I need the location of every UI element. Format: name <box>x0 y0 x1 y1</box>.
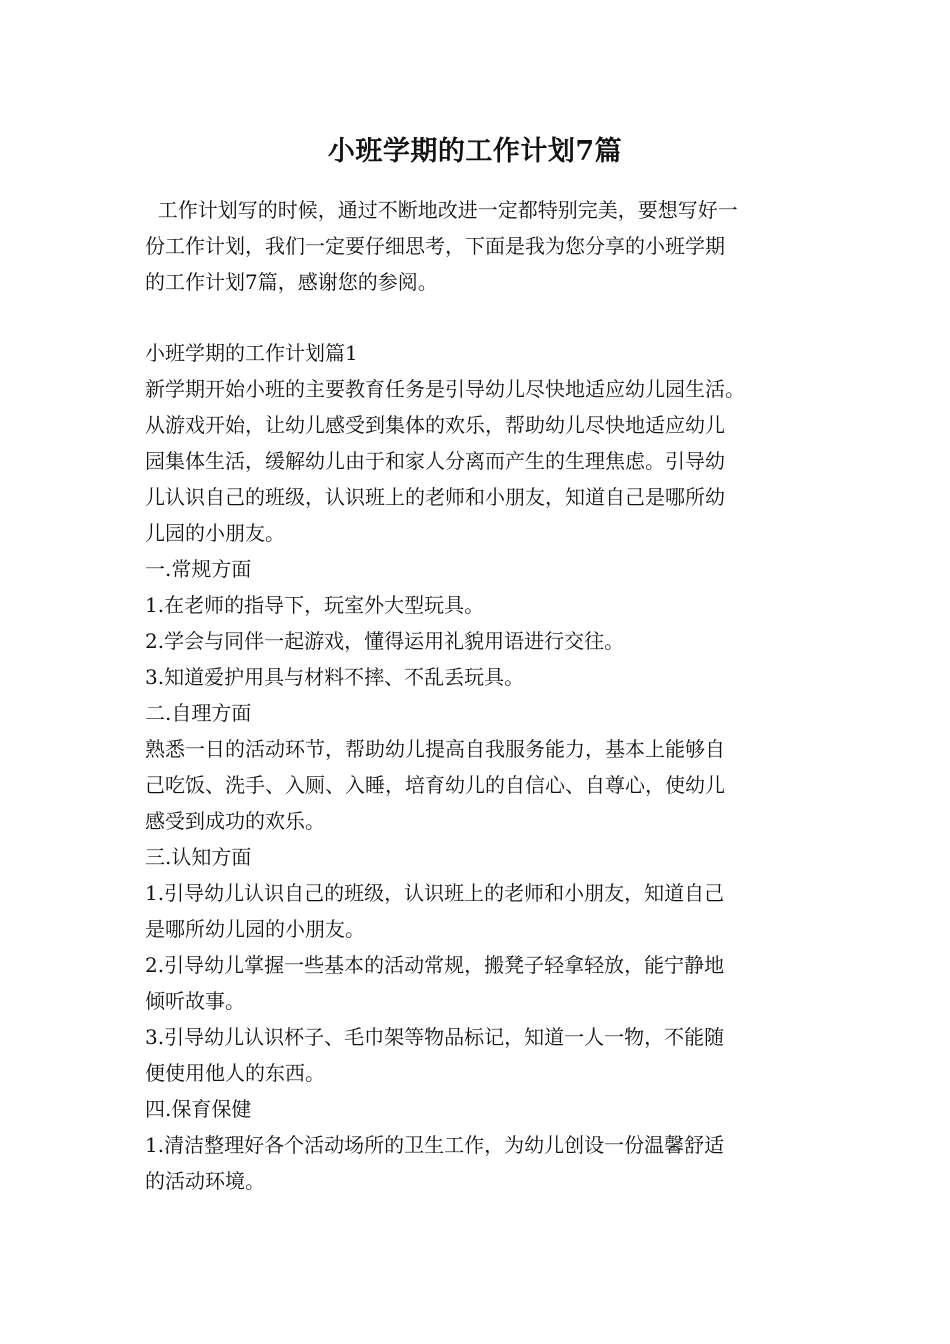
body-line: 新学期开始小班的主要教育任务是引导幼儿尽快地适应幼儿园生活。 <box>145 377 745 401</box>
body-line: 从游戏开始，让幼儿感受到集体的欢乐，帮助幼儿尽快地适应幼儿 <box>145 413 725 437</box>
body-line: 儿园的小朋友。 <box>145 521 285 545</box>
document-title: 小班学期的工作计划7篇 <box>327 136 623 167</box>
paragraph-gap <box>145 300 815 335</box>
body-line: 己吃饭、洗手、入厕、入睡，培育幼儿的自信心、自尊心，使幼儿 <box>145 773 725 797</box>
list-item: 3.引导幼儿认识杯子、毛巾架等物品标记，知道一人一物，不能随 <box>145 1025 725 1049</box>
list-item: 1.清洁整理好各个活动场所的卫生工作，为幼儿创设一份温馨舒适 <box>145 1133 725 1157</box>
subheading-routine: 一.常规方面 <box>145 557 252 581</box>
body-line: 感受到成功的欢乐。 <box>145 809 325 833</box>
subheading-health-care: 四.保育保健 <box>145 1097 252 1121</box>
list-item: 的活动环境。 <box>145 1169 265 1193</box>
list-item: 倾听故事。 <box>145 989 245 1013</box>
subheading-cognition: 三.认知方面 <box>145 845 252 869</box>
list-item: 2.引导幼儿掌握一些基本的活动常规，搬凳子轻拿轻放，能宁静地 <box>145 953 725 977</box>
intro-line: 份工作计划，我们一定要仔细思考，下面是我为您分享的小班学期 <box>145 234 725 258</box>
intro-line: 的工作计划7篇，感谢您的参阅。 <box>145 270 438 294</box>
list-item: 便使用他人的东西。 <box>145 1061 325 1085</box>
list-item: 是哪所幼儿园的小朋友。 <box>145 917 365 941</box>
list-item: 1.在老师的指导下，玩室外大型玩具。 <box>145 593 485 617</box>
body-line: 熟悉一日的活动环节，帮助幼儿提高自我服务能力，基本上能够自 <box>145 737 725 761</box>
section-heading: 小班学期的工作计划篇1 <box>145 341 358 365</box>
document-body <box>145 192 815 1199</box>
intro-paragraph <box>145 192 815 300</box>
list-item: 3.知道爱护用具与材料不摔、不乱丢玩具。 <box>145 665 525 689</box>
intro-line: 工作计划写的时候，通过不断地改进一定都特别完美，要想写好一 <box>145 198 738 222</box>
section-content <box>145 335 815 1199</box>
body-line: 园集体生活，缓解幼儿由于和家人分离而产生的生理焦虑。引导幼 <box>145 449 725 473</box>
list-item: 2.学会与同伴一起游戏，懂得运用礼貌用语进行交往。 <box>145 629 625 653</box>
list-item: 1.引导幼儿认识自己的班级，认识班上的老师和小朋友，知道自己 <box>145 881 725 905</box>
body-line: 儿认识自己的班级，认识班上的老师和小朋友，知道自己是哪所幼 <box>145 485 725 509</box>
subheading-self-care: 二.自理方面 <box>145 701 252 725</box>
